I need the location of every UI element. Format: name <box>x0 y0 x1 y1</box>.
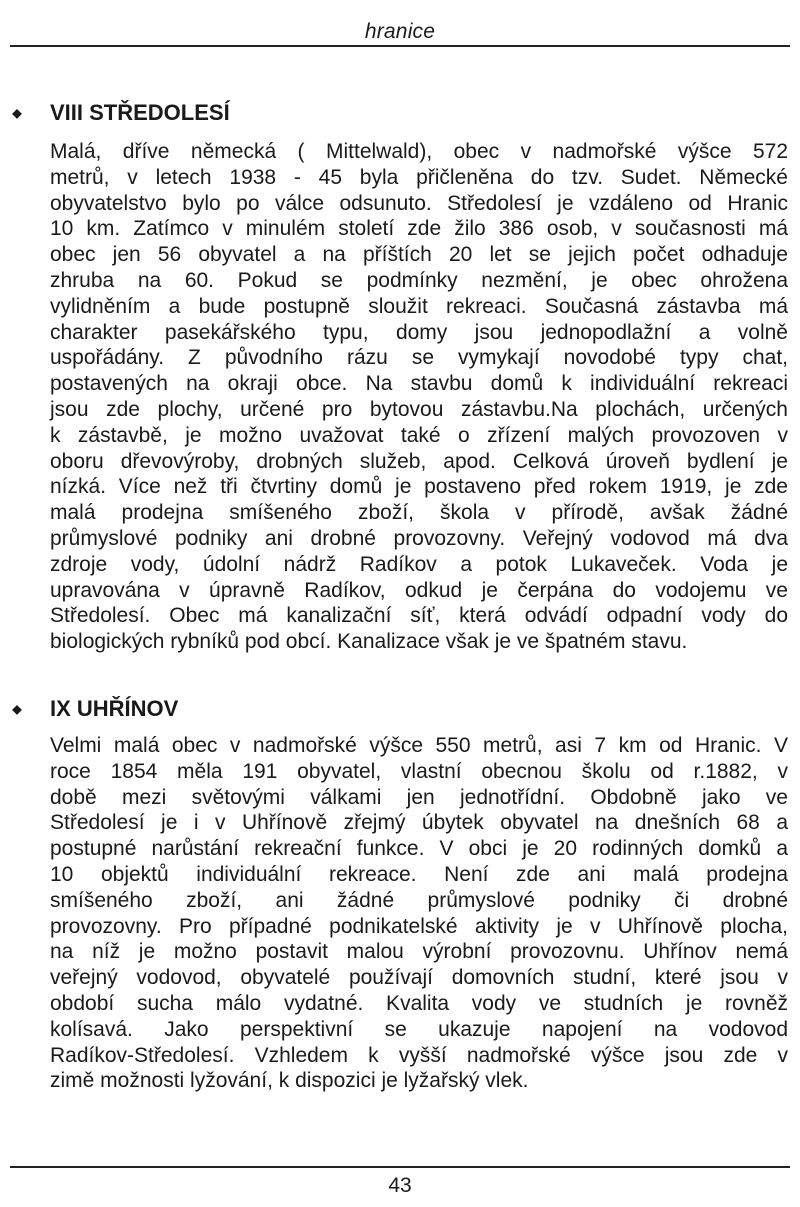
text-line: Středolesí. Obec má kanalizační síť, která odvádí odpadní vody do <box>50 604 788 628</box>
text-line: uspořádány. Z původního rázu se vymykají novodobé typy chat, <box>50 346 788 370</box>
text-line: veřejný vodovod, obyvatelé používají domovních studní, které jsou v <box>50 966 788 990</box>
text-line: oboru dřevovýroby, drobných služeb, apod. Celková úroveň bydlení je <box>50 449 788 473</box>
text-line: obyvatelstvo bylo po válce odsunuto. Středolesí je vzdáleno od Hranic <box>50 191 788 215</box>
running-header: hranice <box>364 20 436 43</box>
footer-divider <box>10 1166 790 1168</box>
text-line: průmyslové podniky ani drobné provozovny. Veřejný vodovod má dva <box>50 526 788 550</box>
text-line: malá prodejna smíšeného zboží, škola v přírodě, avšak žádné <box>50 501 788 525</box>
section-heading-stredolesi <box>12 100 230 126</box>
page-number: 43 <box>388 1174 412 1197</box>
text-line: Středolesí je i v Uhřínově zřejmý úbytek obyvatel na dnešních 68 a <box>50 811 788 835</box>
text-line: upravována v úpravně Radíkov, odkud je čerpána do vodojemu ve <box>50 578 788 602</box>
text-line: na níž je možno postavit malou výrobní provozovnu. Uhřínov nemá <box>50 940 788 964</box>
text-line: roce 1854 měla 191 obyvatel, vlastní obecnou školu od r.1882, v <box>50 759 788 783</box>
text-line: období sucha málo vydatné. Kvalita vody ve studních je rovněž <box>50 991 788 1015</box>
text-line: Malá, dříve německá ( Mittelwald), obec v nadmořské výšce 572 <box>50 140 788 163</box>
text-line: postavených na okraji obce. Na stavbu domů k individuální rekreaci <box>50 372 788 396</box>
text-line: postupné narůstání rekreační funkce. V obci je 20 rodinných domků a <box>50 837 788 861</box>
header-divider <box>10 45 790 47</box>
text-line: Velmi malá obec v nadmořské výšce 550 metrů, asi 7 km od Hranic. V <box>50 734 788 757</box>
text-line: jsou zde plochy, určené pro bytovou zástavbu.Na plochách, určených <box>50 397 788 421</box>
text-line: smíšeného zboží, ani žádné průmyslové podniky či drobné <box>50 888 788 912</box>
diamond-bullet-icon: ◆ <box>12 106 22 120</box>
text-line: biologických rybníků pod obcí. Kanalizace však je ve špatném stavu. <box>50 630 688 654</box>
section-heading-uhrinov <box>12 696 178 722</box>
section-title: IX UHŘÍNOV <box>50 696 179 721</box>
text-line: zimě možnosti lyžování, k dispozici je lyžařský vlek. <box>50 1069 529 1093</box>
text-line: zdroje vody, údolní nádrž Radíkov a potok Lukaveček. Voda je <box>50 552 788 576</box>
text-line: době mezi světovými válkami jen jednotřídní. Obdobně jako ve <box>50 785 788 809</box>
text-line: charakter pasekářského typu, domy jsou jednopodlažní a volně <box>50 320 788 344</box>
text-line: 10 km. Zatímco v minulém století zde žilo 386 osob, v současnosti má <box>50 217 788 241</box>
text-line: kolísavá. Jako perspektivní se ukazuje napojení na vodovod <box>50 1017 788 1041</box>
text-line: obec jen 56 obyvatel a na příštích 20 let se jejich počet odhaduje <box>50 243 788 267</box>
diamond-bullet-icon: ◆ <box>12 702 22 716</box>
text-line: k zástavbě, je možno uvažovat také o zřízení malých provozoven v <box>50 423 788 447</box>
section-body-stredolesi <box>50 139 788 655</box>
section-body-uhrinov <box>50 733 788 1094</box>
text-line: zhruba na 60. Pokud se podmínky nezmění, je obec ohrožena <box>50 268 788 292</box>
text-line: 10 objektů individuální rekreace. Není zde ani malá prodejna <box>50 862 788 886</box>
section-title: VIII STŘEDOLESÍ <box>50 100 230 125</box>
text-line: nízká. Více než tři čtvrtiny domů je postaveno před rokem 1919, je zde <box>50 475 788 499</box>
text-line: vylidněním a bude postupně sloužit rekreaci. Současná zástavba má <box>50 294 788 318</box>
text-line: metrů, v letech 1938 - 45 byla přičleněna do tzv. Sudet. Německé <box>50 165 788 189</box>
text-line: provozovny. Pro případné podnikatelské aktivity je v Uhřínově plocha, <box>50 914 788 938</box>
text-line: Radíkov-Středolesí. Vzhledem k vyšší nadmořské výšce jsou zde v <box>50 1043 788 1067</box>
